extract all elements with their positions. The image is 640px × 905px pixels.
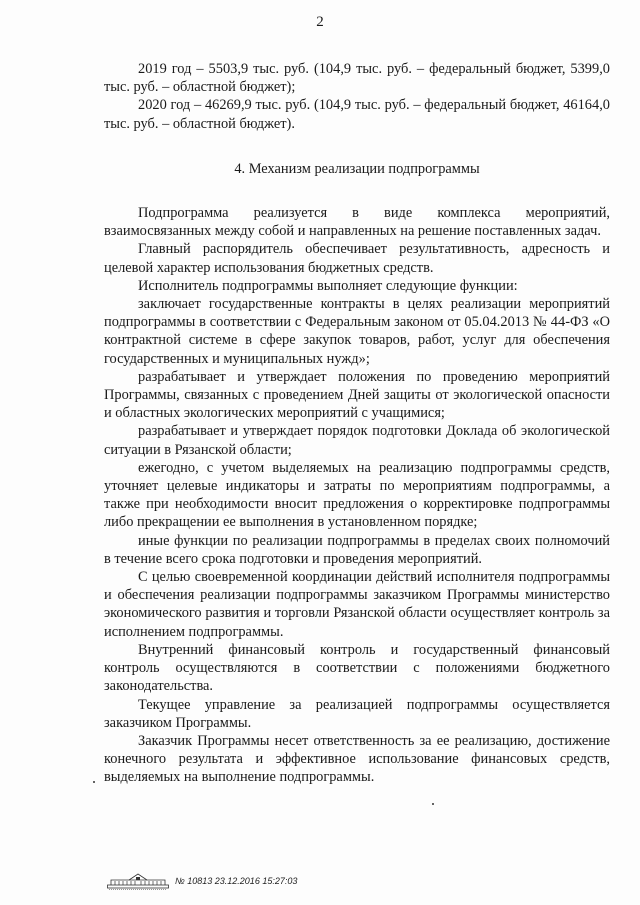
paragraph-2: Главный распорядитель обеспечивает результативность, адресность и целевой характер использования бюджетных средств. bbox=[104, 241, 610, 276]
registration-stamp: № 10813 23.12.2016 15:27:03 bbox=[175, 876, 298, 886]
paragraph-6: разрабатывает и утверждает порядок подготовки Доклада об экологической ситуации в Рязанской области; bbox=[104, 423, 610, 458]
document-body bbox=[104, 60, 610, 787]
section-heading: 4. Механизм реализации подпрограммы bbox=[234, 160, 480, 177]
scan-speck bbox=[432, 803, 434, 805]
paragraph-8: иные функции по реализации подпрограммы в пределах своих полномочий в течение всего срока подготовки и проведения мероприятий. bbox=[104, 532, 610, 567]
registration-footer bbox=[107, 871, 297, 891]
paragraph-5: разрабатывает и утверждает положения по проведению мероприятий Программы, связанных с проведением Дней защиты от экологической опасности и областных экологических мероприятий с учащимися; bbox=[104, 368, 610, 422]
building-logo-icon bbox=[107, 872, 169, 890]
paragraph-10: Внутренний финансовый контроль и государственный финансовый контроль осуществляются в соответствии с положениями бюджетного законодательства. bbox=[104, 641, 610, 695]
funding-2019: 2019 год – 5503,9 тыс. руб. (104,9 тыс. руб. – федеральный бюджет, 5399,0 тыс. руб. – областной бюджет); bbox=[104, 61, 610, 96]
scan-speck bbox=[93, 781, 95, 783]
paragraph-12: Заказчик Программы несет ответственность за ее реализацию, достижение конечного результата и эффективное использование финансовых средств, выделяемых на выполнение подпрограммы. bbox=[104, 732, 610, 786]
paragraph-7: ежегодно, с учетом выделяемых на реализацию подпрограммы средств, уточняет целевые индикаторы и затраты по мероприятиям подпрограммы, а также при необходимости вносит предложения о корректировке подпрограммы либо прекращении ее выполнения в установленном порядке; bbox=[104, 459, 610, 531]
page-number: 2 bbox=[316, 14, 324, 30]
paragraph-3: Исполнитель подпрограммы выполняет следующие функции: bbox=[138, 277, 518, 294]
paragraph-9: С целью своевременной координации действий исполнителя подпрограммы и обеспечения реализации подпрограммы заказчиком Программы министерство экономического развития и торговли Рязанской области осуществляет контроль за исполнением подпрограммы. bbox=[104, 569, 610, 640]
paragraph-11: Текущее управление за реализацией подпрограммы осуществляется заказчиком Программы. bbox=[104, 696, 610, 731]
paragraph-1: Подпрограмма реализуется в виде комплекса мероприятий, взаимосвязанных между собой и направленных на решение поставленных задач. bbox=[104, 205, 610, 240]
paragraph-4: заключает государственные контракты в целях реализации мероприятий подпрограммы в соответствии с Федеральным законом от 05.04.2013 № 44-ФЗ «О контрактной системе в сфере закупок товаров, работ, услуг для обеспечения государственных и муниципальных нужд»; bbox=[104, 296, 610, 367]
funding-2020: 2020 год – 46269,9 тыс. руб. (104,9 тыс. руб. – федеральный бюджет, 46164,0 тыс. руб. – областной бюджет). bbox=[104, 97, 610, 132]
